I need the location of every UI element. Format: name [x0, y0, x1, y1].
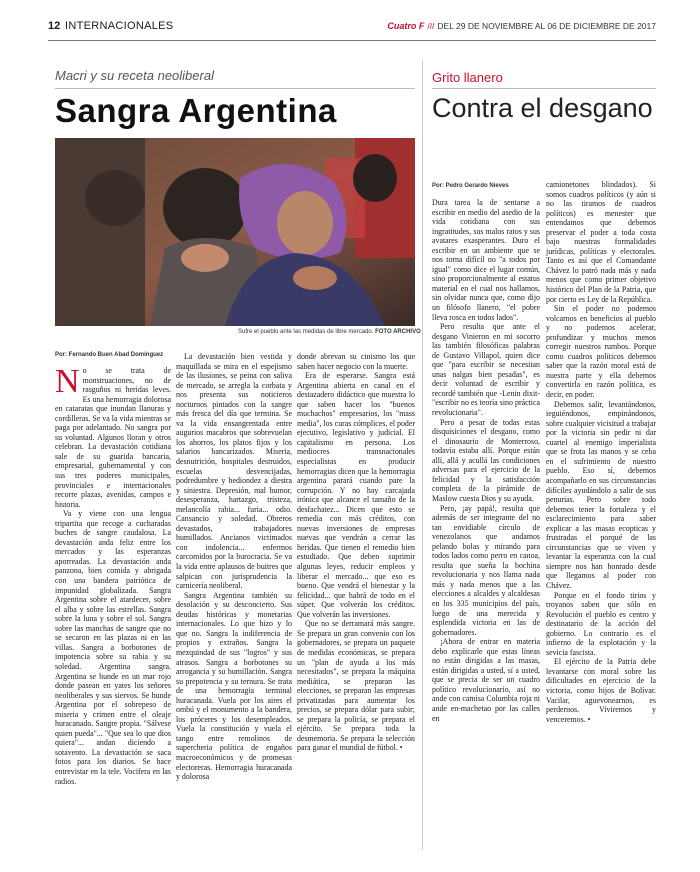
article-byline: Por: Fernando Buen Abad Domínguez — [55, 352, 164, 358]
caption-text: Sufre el pueblo ante las medidas de libre mercado. — [238, 329, 374, 335]
paragraph: Va y viene con una lengua tripartita que recoge a cucharadas buches de sangre caudalosa. La devastación anda feliz entre los mercados y las esperanzas aporreadas. La devastación anda panzona, bien comida y abrigada con una bandera patriótica de impunidad globalizada. Sangra Argentina sobre el atardecer, sobre el alba y sobre las estrellas. Sangra sobre la luna y sobre el sol. Sangra sobre las manchas de sangre que no se secaron en las plazas ni en las villas. Sangra a borbotones de impotencia sobre su rabia y su soledad. Argentina sangra. Argentina se hunde en un mar rojo donde pasean en yates los señores neoliberales y sus siervos. Se hunde Argentina por el sobrepeso de miseria y crimen entre el oleaje huracanado. Sangre propia. "Sálvese quien pueda"... "Que sea lo que dios quiera"... andan diciendo a sotavento. La devastación se saca fotos para los diarios. Se hace entrevistar en la tele. Vocifera en las radios. — [55, 509, 171, 786]
article-column-2 — [176, 352, 292, 782]
paragraph — [55, 363, 171, 509]
opinion-headline: Contra el desgano — [432, 93, 653, 123]
article-photo — [55, 138, 415, 326]
publication-logo: Cuatro F — [387, 21, 425, 31]
opinion-kicker: Grito llanero — [432, 70, 503, 85]
opinion-byline: Por: Pedro Gerardo Nieves — [432, 183, 509, 189]
publication-info — [387, 21, 656, 31]
edition-dates: DEL 29 DE NOVIEMBRE AL 06 DE DICIEMBRE DE 2017 — [437, 21, 656, 31]
paragraph: Dura tarea la de sentarse a escribir en medio del asedio de la vida cotidiana con sus ingratitudes, sus malos ratos y sus avatares exasperantes. Duro el escribir en un ambiente que se nos torna difícil no "a todos por igual" como dice el lugar común, sino proporcionalmente al estatus material en el cual nos hallamos, sin olvidar nunca que, como dijo un filósofo llanero, "el pobre lleva rosca en todos lados". — [432, 198, 540, 322]
paragraph: Pero a pesar de todas estas disquisiciones el desgano, como el dinosaurio de Monterroso, todavía estaba allí. Porque están allí, allá y acullá las condiciones adversas para el ejercicio de la felicidad y la satisfacción completa de la pirámide de Maslow cuesta Dios y su ayuda. — [432, 417, 540, 503]
paragraph: Era de esperarse. Sangra está Argentina abierta en canal en el destazadero didáctico que muestra lo que saben hacer los "buenos muchachos" empresarios, los "mass media", los curas cómplices, el poder ejecutivo, legislativo y judicial. El capitalismo en persona. Los mediocres transnacionales especialistas en producir hemorragias dicen que la hemorragia argentina parará cuando pare la corrupción. Y no hay carcajada irónica que alcance el tamaño de la desfachatez... Dicen que esto se remedia con más créditos, con nuevas inversiones de empresas nuevas que vendrán a cerrar las heridas. Que tienen el remedio bien estudiado. Que deben suprimir algunas leyes, reducir empleos y liberar el mercado... que eso es bueno. Que vendrá el bienestar y la felicidad... que habrá de todo en el súper. Que volverán los créditos. Que volverán las inversiones. — [297, 371, 415, 619]
article-column-3 — [297, 352, 415, 753]
page-header — [48, 18, 656, 41]
section-name: INTERNACIONALES — [65, 20, 174, 32]
article-kicker: Macri y su receta neoliberal — [55, 68, 214, 83]
paragraph: Pero, ¡ay papá!, resulta que además de ser integrante del no tan envidiable círculo de venezolanos que andamos pelando bolas y mirando para todos lados como perro en canoa, resulta que sueña la bochina revolucionaria y nos llama nada más y nada menos que a las elecciones a alcaldes y alcaldesas en los 335 municipios del país, luego de una merecida y esplendida victoria en las de gobernadores. — [432, 503, 540, 637]
kicker-rule — [432, 88, 656, 89]
paragraph: camionetones blindados). Si somos cuadros políticos (y aún si no las tiramos de cuadros políticos) es menester que entendamos que debemos preservar el poder a toda costa bajo nuestras formalidades jurídicas, políticas y electorales. Tanto es así que el Comandante Chávez lo patró nada más y nada menos que como primer objetivo histórico del Plan de la Patria, que por cierto es Ley de la República. — [546, 180, 656, 304]
article-column-1 — [55, 363, 171, 786]
paragraph: Sin el poder no podemos volcarnos en beneficios al pueblo y no podemos acelerar, profundizar y muchos menos corregir nuestros rumbos. Porque como cuadros políticos debemos saber que la razón moral está de nuestra parte y ella debemos convertirla en razón política, es decir, en poder. — [546, 304, 656, 400]
paragraph: Sangra Argentina también su desolación y su desconcierto. Sus deudas históricas y monetarias internacionales. Lo que hizo y lo que no. Sangra la indiferencia de propios y extraños. Sangra la mezquindad de sus "logros" y sus atrasos. Sangra a borbotones su arrogancia y su humillación. Sangra su prepotencia y su ternura. Se trata de una hemorragia terminal huracanada. Vuela por los aires el ombú y el monumento a la bandera, los próceres y los desempleados. Vuela la constitución y vuela el tango entre remolinos de supercheria política de engaños macroeconómicos y de promesas electoreras. Hemorragia huracanada y dolorosa — [176, 590, 292, 782]
paragraph: La devastación bien vestida y maquillada se mira en el espejismo de las ilusiones, se peina con saliva de mercado, se arregla la corbata y nos presenta sus noticieros nocturnos pintados con la sangre más fresca del día que termina. Se va la vida ensangrentada entre augurios macabros que sobrevuelan los ahorros, los platos fijos y los salarios bancarizados. Miseria, desnutrición, hospitales destruidos, escuelas desvencijadas, podredumbre y hediondez a diestra y siniestra. Depresión, mal humor, desesperanza, hartazgo, tristeza, melancolía rabia... furia... odio. Cansancio y soledad. Obreros devastados, trabajadores humillados. Ancianos victimados con indolencia... enfermos carcomidos por la burocracia. Se va la vida entre aplausos de buitres que salpican con jurisprudencia la carnicería neoliberal. — [176, 352, 292, 591]
opinion-column-2 — [546, 180, 656, 724]
separator: /// — [427, 21, 435, 31]
paragraph: Porque en el fondo tirios y troyanos saben que sólo en Revolución el pueblo es centro y destinatario de la acción del gobierno. Lo contrario es el infierno de la explotación y la sevicia fascista. — [546, 590, 656, 657]
paragraph: donde abrevan su cinismo los que saben hacer negocio con la muerte. — [297, 352, 415, 371]
photo-credit: FOTO ARCHIVO — [375, 329, 421, 335]
opinion-column-1 — [432, 198, 540, 723]
paragraph: ¡Ahora de entrar en materia debo explicarle que estas líneas no están dirigidas a las masas, están dirigidas a usted, sí a usted, que se precia de ser un cuadro político revolucionario, así no ande con camisa Columbia roja ni ande en-machetao por las calles en — [432, 637, 540, 723]
paragraph-text: o se trata de monstruaciones, no de rasguños ni heridas leves. Es una hemorragia dolorosa en cataratas que inundan llanuras y cordilleras. Se va la vida mientras se paga por adelantado. No sangra por su voluntad. Algunos lloran y otros celebran. La devastación cotidiana sale de su guarida bancaria, empresarial, gubernamental y con sus tres poderes municipales, provinciales e internacionales recorre plazas, avenidas, campos e historia. — [55, 366, 171, 509]
paragraph: Que no se derramará más sangre. Se prepara un gran convenio con los gobernadores, se prepara un paquete de medidas económicas, se prepara un "plan de ayuda a los más necesitados", se prepara la máquina mediática, se preparan las elecciones, se preparan las empresas privatizadas para aumentar los precios, se prepara dólar para subir; se prepara la policía, se prepara el ejército. Se prepara toda la desmemoria. Se prepara la selección para ganar el mundial de fútbol. • — [297, 619, 415, 753]
column-divider — [422, 60, 423, 850]
kicker-rule — [55, 88, 415, 89]
drop-cap: N — [55, 363, 80, 400]
paragraph: Debemos salir, levantándonos, ieguiéndonos, empinándonos, sobre cualquier vicisitud a trabajar por la victoria sin pedir ni dar cuartel al enemigo imperialista que se frota las manos y se ceba en el sufrimiento de nuestro pueblo. Eso sí, debemos acompañarlo en sus circunstancias difíciles ayudándolo a salir de sus penurias. Pero sobre todo debemos tener la fortaleza y el esclarecimiento para saber explicar a las masas ecopticas y frustradas el porqué de las circunstancias que se viven y levantar la esperanza con la cual siempre nos han honrado desde que llegamos al poder con Chávez. — [546, 399, 656, 590]
paragraph: Pero resulta que ante el desgano Vinieron en mi socorro las también filosóficas palabras de Gustavo Villapol, quien dice que "para escribir se necesitan unas nalgas bien pesadas", es decir voluntad de escribir y recordé también que -Lenin dixit- "escribir no es teoría sino práctica revolucionaria". — [432, 322, 540, 418]
page-number: 12 — [48, 20, 61, 32]
photo-caption — [238, 329, 421, 335]
paragraph: El ejército de la Patria debe levantarse con moral sobre las dificultades en ejercicio de la victoria, como hijos de Bolívar. Vacilar, aguevonearnos, es perdernos. Viviremos y venceremos. • — [546, 657, 656, 724]
article-headline: Sangra Argentina — [55, 92, 337, 129]
embrace-photo-illustration — [55, 138, 415, 326]
